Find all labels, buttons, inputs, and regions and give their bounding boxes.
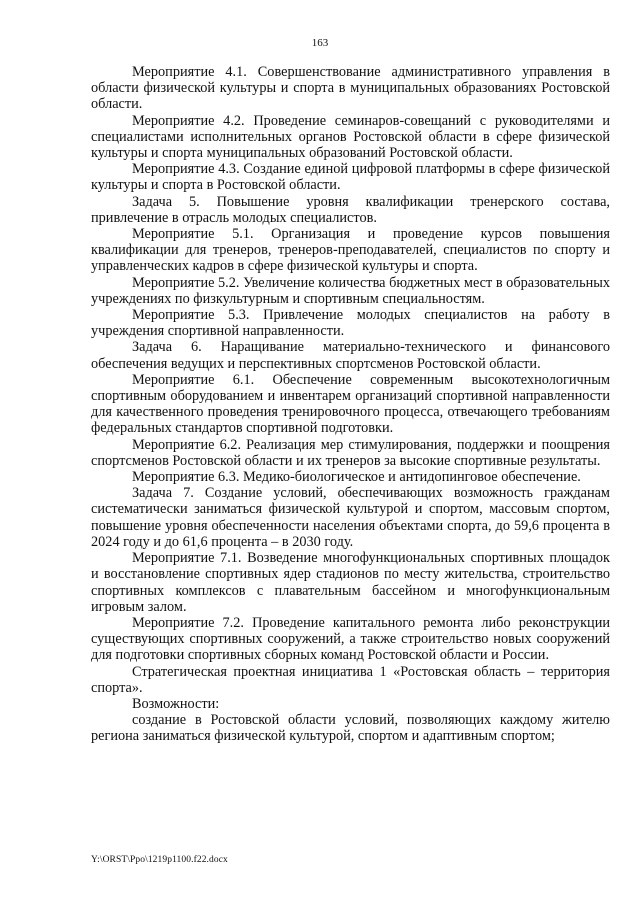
paragraph-4-1: Мероприятие 4.1. Совершенствование административного управления в области физической культуры и спорта в муниципальных образованиях Ростовской области. (91, 64, 610, 113)
file-path-footer: Y:\ORST\Ppo\1219p1100.f22.docx (91, 855, 228, 865)
paragraph-opportunities: Возможности: (132, 695, 220, 712)
paragraph-4-2: Мероприятие 4.2. Проведение семинаров-совещаний с руководителями и специалистами исполнительных органов Ростовской области в сфере физической культуры и спорта муниципальных образований Ростовской области. (91, 112, 610, 162)
paragraph-opportunity-item: создание в Ростовской области условий, позволяющих каждому жителю региона заниматься физической культурой, спортом и адаптивным спортом; (91, 712, 610, 745)
paragraph-7-1: Мероприятие 7.1. Возведение многофункциональных спортивных площадок и восстановление спортивных ядер стадионов по месту жительства, строительство спортивных комплексов с плавательным бассейном и многофункциональным игровым залом. (91, 550, 610, 615)
document-body (91, 64, 610, 745)
paragraph-5-1: Мероприятие 5.1. Организация и проведение курсов повышения квалификации для тренеров, тренеров-преподавателей, специалистов по спорту и управленческих кадров в сфере физической культуры и спорта. (91, 226, 610, 275)
paragraph-initiative-1: Стратегическая проектная инициатива 1 «Ростовская область – территория спорта». (91, 663, 610, 696)
paragraph-task-6: Задача 6. Наращивание материально-технического и финансового обеспечения ведущих и перспективных спортсменов Ростовской области. (91, 339, 610, 372)
paragraph-5-2: Мероприятие 5.2. Увеличение количества бюджетных мест в образовательных учреждениях по физкультурным и спортивным специальностям. (91, 274, 610, 307)
paragraph-6-3: Мероприятие 6.3. Медико-биологическое и антидопинговое обеспечение. (132, 469, 581, 486)
paragraph-7-2: Мероприятие 7.2. Проведение капитального ремонта либо реконструкции существующих спортивных сооружений, а также строительство новых сооружений для подготовки спортивных сборных команд Ростовской области и России. (91, 614, 610, 664)
paragraph-6-2: Мероприятие 6.2. Реализация мер стимулирования, поддержки и поощрения спортсменов Ростовской области и их тренеров за высокие спортивные результаты. (91, 436, 610, 469)
paragraph-task-7: Задача 7. Создание условий, обеспечивающих возможность гражданам систематически заниматься физической культурой и спортом, массовым спортом, повышение уровня обеспеченности населения объектами спорта, до 59,6 процента в 2024 году и до 61,6 процента – в 2030 году. (91, 485, 610, 550)
paragraph-6-1: Мероприятие 6.1. Обеспечение современным высокотехнологичным спортивным оборудованием и инвентарем организаций спортивной направленности для качественного проведения тренировочного процесса, отвечающего требованиям федеральных стандартов спортивной подготовки. (91, 371, 610, 437)
page-number: 163 (311, 37, 329, 49)
paragraph-4-3: Мероприятие 4.3. Создание единой цифровой платформы в сфере физической культуры и спорта в Ростовской области. (91, 161, 610, 194)
paragraph-5-3: Мероприятие 5.3. Привлечение молодых специалистов на работу в учреждения спортивной направленности. (91, 307, 610, 340)
paragraph-task-5: Задача 5. Повышение уровня квалификации тренерского состава, привлечение в отрасль молодых специалистов. (91, 193, 610, 226)
